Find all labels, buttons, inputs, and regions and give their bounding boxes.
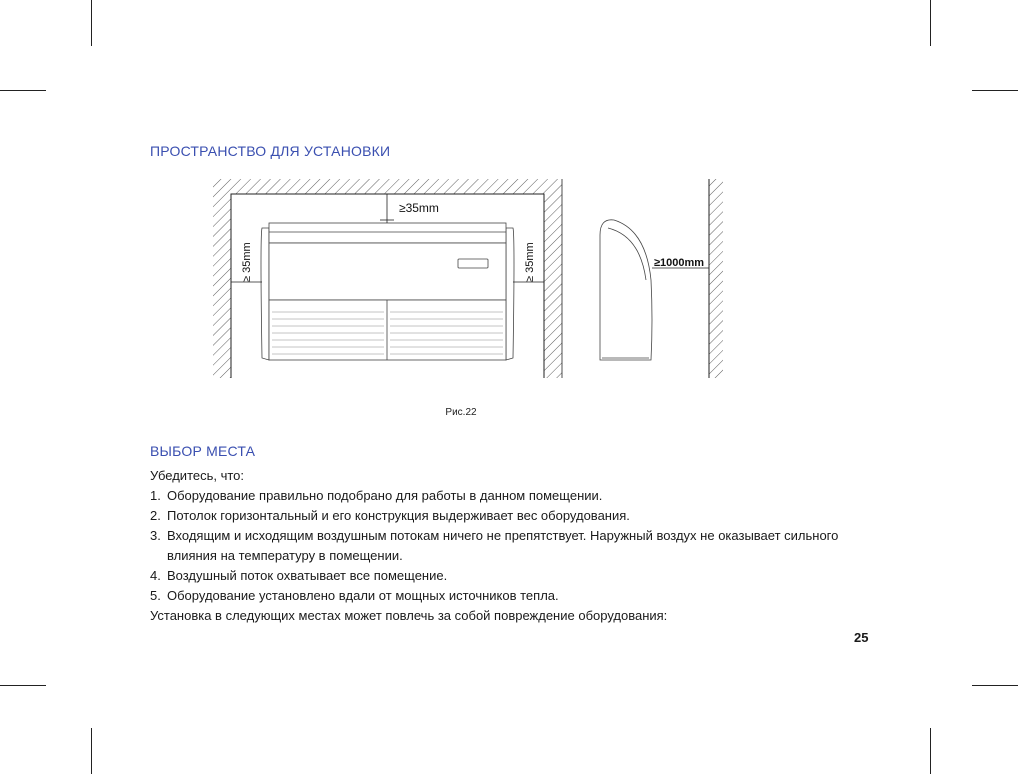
crop-mark-top-left xyxy=(91,0,92,46)
item-text: Оборудование установлено вдали от мощных источников тепла. xyxy=(167,588,559,603)
top-clearance-label: ≥35mm xyxy=(399,201,439,215)
item-number: 4. xyxy=(150,568,161,583)
left-clearance-label: ≥ 35mm xyxy=(241,242,253,282)
installation-space-title: ПРОСТРАНСТВО ДЛЯ УСТАНОВКИ xyxy=(150,143,391,159)
figure-caption: Рис.22 xyxy=(445,407,477,418)
item-text: Оборудование правильно подобрано для работы в данном помещении. xyxy=(167,488,603,503)
item-number: 2. xyxy=(150,508,161,523)
crop-mark-left-lower xyxy=(0,685,46,686)
list-item xyxy=(150,586,887,606)
crop-mark-right-upper xyxy=(972,90,1018,91)
list-item xyxy=(150,506,887,526)
right-clearance-label: ≥ 35mm xyxy=(524,242,536,282)
item-text: Воздушный поток охватывает все помещение. xyxy=(167,568,448,583)
indoor-unit-side xyxy=(600,220,652,360)
top-clearance-dimension xyxy=(380,194,394,223)
item-text: Входящим и исходящим воздушным потокам ничего не препятствует. Наружный воздух не оказывает сильного влияния на температуру в помещении. xyxy=(167,528,839,563)
crop-mark-top-right xyxy=(930,0,931,46)
outro-text: Установка в следующих местах может повлечь за собой повреждение оборудования: xyxy=(150,608,668,623)
crop-mark-right-lower xyxy=(972,685,1018,686)
site-selection-title: ВЫБОР МЕСТА xyxy=(150,443,256,459)
item-number: 5. xyxy=(150,588,161,603)
installation-diagram xyxy=(200,170,740,385)
item-text: Потолок горизонтальный и его конструкция выдерживает вес оборудования. xyxy=(167,508,630,523)
indoor-unit-front xyxy=(261,223,514,360)
list-item xyxy=(150,566,887,586)
crop-mark-bottom-left xyxy=(91,728,92,774)
side-wall xyxy=(709,179,723,378)
item-number: 3. xyxy=(150,528,161,543)
item-number: 1. xyxy=(150,488,161,503)
requirements-list xyxy=(150,486,887,606)
crop-mark-left-upper xyxy=(0,90,46,91)
front-clearance-label: ≥1000mm xyxy=(654,257,705,269)
list-item xyxy=(150,526,887,566)
list-item xyxy=(150,486,887,506)
intro-text: Убедитесь, что: xyxy=(150,468,245,483)
page-number: 25 xyxy=(854,630,869,645)
crop-mark-bottom-right xyxy=(930,728,931,774)
